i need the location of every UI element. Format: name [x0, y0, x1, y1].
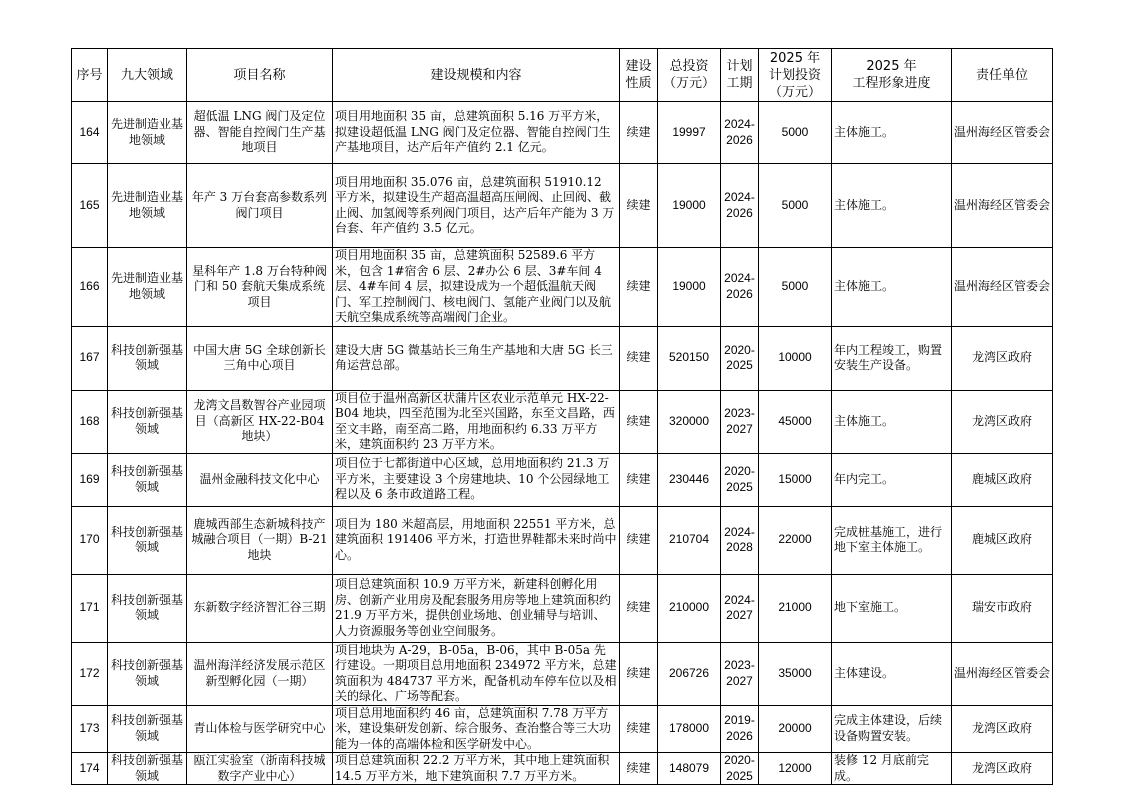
period-end: 2027 [726, 608, 753, 622]
progress-cell: 完成主体建设，后续设备购置安装。 [832, 705, 952, 753]
total-investment-cell: 210000 [658, 574, 721, 642]
progress-cell: 年内完工。 [832, 453, 952, 506]
table-row [72, 574, 1053, 642]
plan-investment-cell: 5000 [759, 164, 832, 248]
total-investment-cell: 230446 [658, 453, 721, 506]
header-scale: 建设规模和内容 [333, 49, 620, 102]
field-cell: 科技创新强基领域 [108, 642, 187, 705]
period-cell [721, 102, 759, 164]
period-cell [721, 326, 759, 390]
field-cell: 科技创新强基领域 [108, 506, 187, 574]
table-row [72, 102, 1053, 164]
nature-cell: 续建 [620, 574, 658, 642]
unit-cell: 温州海经区管委会 [952, 642, 1053, 705]
plan-investment-cell: 45000 [759, 390, 832, 453]
unit-cell: 温州海经区管委会 [952, 102, 1053, 164]
period-start: 2023- [724, 406, 755, 420]
progress-cell: 主体施工。 [832, 164, 952, 248]
period-end: 2026 [726, 728, 753, 743]
unit-cell: 鹿城区政府 [952, 506, 1053, 574]
table-row [72, 390, 1053, 453]
period-cell [721, 248, 759, 327]
plan-investment-cell: 15000 [759, 453, 832, 506]
period-end: 2025 [726, 768, 753, 783]
project-name-cell: 龙湾文昌数智谷产业园项目（高新区 HX-22-B04 地块） [187, 390, 333, 453]
scale-content-cell: 项目总建筑面积 10.9 万平方米，新建科创孵化用房、创新产业用房及配套服务用房等地上建筑面积约 21.9 万平方米，提供创业场地、创业辅导与培训、人力资源服务等创业空间服务。 [333, 574, 620, 642]
period-start: 2024- [724, 271, 755, 286]
header-plan-line3: （万元） [768, 84, 821, 100]
unit-cell: 瑞安市政府 [952, 574, 1053, 642]
header-progress-line1: 2025 年 [866, 59, 917, 74]
table-row [72, 642, 1053, 705]
period-end: 2026 [726, 205, 753, 220]
plan-investment-cell: 22000 [759, 506, 832, 574]
nature-cell: 续建 [620, 248, 658, 327]
unit-cell: 龙湾区政府 [952, 326, 1053, 390]
plan-investment-cell: 35000 [759, 642, 832, 705]
header-period [721, 49, 759, 102]
total-investment-cell: 210704 [658, 506, 721, 574]
period-start: 2020- [724, 464, 755, 478]
seq-cell: 168 [72, 390, 108, 453]
nature-cell: 续建 [620, 326, 658, 390]
period-start: 2024- [724, 524, 755, 539]
scale-content-cell: 建设大唐 5G 微基站长三角生产基地和大唐 5G 长三角运营总部。 [333, 326, 620, 390]
nature-cell: 续建 [620, 102, 658, 164]
scale-content-cell: 项目总建筑面积 22.2 万平方米，其中地上建筑面积 14.5 万平方米，地下建筑面积 7.7 万平方米。 [333, 753, 620, 785]
plan-investment-cell: 5000 [759, 248, 832, 327]
period-cell [721, 390, 759, 453]
field-cell: 科技创新强基领域 [108, 574, 187, 642]
scale-content-cell: 项目用地面积 35 亩，总建筑面积 5.16 万平方米，拟建设超低温 LNG 阀门及定位器、智能自控阀门生产基地项目，达产后年产值约 2.1 亿元。 [333, 102, 620, 164]
plan-investment-cell: 5000 [759, 102, 832, 164]
unit-cell: 龙湾区政府 [952, 753, 1053, 785]
progress-cell: 地下室施工。 [832, 574, 952, 642]
nature-cell: 续建 [620, 642, 658, 705]
seq-cell: 174 [72, 753, 108, 785]
header-progress [832, 49, 952, 102]
period-end: 2027 [726, 673, 753, 688]
table-row [72, 326, 1053, 390]
header-nature-line2: 性质 [625, 76, 652, 91]
project-name-cell: 青山体检与医学研究中心 [187, 705, 333, 753]
unit-cell: 龙湾区政府 [952, 390, 1053, 453]
project-table [71, 48, 1053, 785]
progress-cell: 完成桩基施工，进行地下室主体施工。 [832, 506, 952, 574]
table-row [72, 164, 1053, 248]
field-cell: 科技创新强基领域 [108, 390, 187, 453]
project-name-cell: 瓯江实验室（浙南科技城数字产业中心） [187, 753, 333, 785]
header-plan-investment [759, 49, 832, 102]
total-investment-cell: 19000 [658, 248, 721, 327]
header-plan-line1: 2025 年 [769, 50, 821, 66]
header-nature-line1: 建设 [625, 59, 652, 74]
project-name-cell: 超低温 LNG 阀门及定位器、智能自控阀门生产基地项目 [187, 102, 333, 164]
project-name-cell: 东新数字经济智汇谷三期 [187, 574, 333, 642]
period-start: 2024- [724, 117, 755, 131]
period-start: 2024- [724, 592, 755, 607]
period-end: 2026 [726, 286, 753, 301]
progress-cell: 主体施工。 [832, 102, 952, 164]
progress-cell: 年内工程竣工，购置安装生产设备。 [832, 326, 952, 390]
plan-investment-cell: 20000 [759, 705, 832, 753]
unit-cell: 温州海经区管委会 [952, 248, 1053, 327]
period-end: 2025 [726, 479, 753, 494]
period-cell [721, 574, 759, 642]
field-cell: 科技创新强基领域 [108, 753, 187, 785]
unit-cell: 龙湾区政府 [952, 705, 1053, 753]
period-cell [721, 642, 759, 705]
period-start: 2019- [724, 713, 755, 728]
seq-cell: 173 [72, 705, 108, 753]
header-field: 九大领域 [108, 49, 187, 102]
table-row [72, 248, 1053, 327]
header-name: 项目名称 [187, 49, 333, 102]
header-total-line1: 总投资 [669, 59, 709, 74]
table-body [72, 102, 1053, 785]
project-name-cell: 温州金融科技文化中心 [187, 453, 333, 506]
nature-cell: 续建 [620, 164, 658, 248]
scale-content-cell: 项目用地面积 35 亩，总建筑面积 52589.6 平方米，包含 1#宿舍 6 层、2#办公 6 层、3#车间 4 层、4#车间 4 层，拟建设成为一个超低温航天阀门、军工控制阀门、核电阀门、氢能产业阀门以及航天航空集成系统等高端阀门企业。 [333, 248, 620, 327]
field-cell: 先进制造业基地领域 [108, 164, 187, 248]
period-start: 2020- [724, 342, 755, 357]
period-cell [721, 705, 759, 753]
plan-investment-cell: 21000 [759, 574, 832, 642]
header-total-investment [658, 49, 721, 102]
total-investment-cell: 19000 [658, 164, 721, 248]
period-cell [721, 164, 759, 248]
nature-cell: 续建 [620, 453, 658, 506]
period-cell [721, 453, 759, 506]
seq-cell: 169 [72, 453, 108, 506]
plan-investment-cell: 10000 [759, 326, 832, 390]
field-cell: 科技创新强基领域 [108, 705, 187, 753]
nature-cell: 续建 [620, 705, 658, 753]
total-investment-cell: 178000 [658, 705, 721, 753]
seq-cell: 164 [72, 102, 108, 164]
table-row [72, 705, 1053, 753]
nature-cell: 续建 [620, 390, 658, 453]
header-nature [620, 49, 658, 102]
seq-cell: 170 [72, 506, 108, 574]
header-plan-line2: 计划投资 [768, 67, 821, 83]
total-investment-cell: 320000 [658, 390, 721, 453]
project-name-cell: 中国大唐 5G 全球创新长三角中心项目 [187, 326, 333, 390]
period-cell [721, 506, 759, 574]
period-start: 2024- [724, 190, 755, 204]
total-investment-cell: 520150 [658, 326, 721, 390]
seq-cell: 171 [72, 574, 108, 642]
nature-cell: 续建 [620, 506, 658, 574]
progress-cell: 主体施工。 [832, 390, 952, 453]
seq-cell: 165 [72, 164, 108, 248]
header-unit: 责任单位 [952, 49, 1053, 102]
period-start: 2023- [724, 658, 755, 672]
project-name-cell: 星科年产 1.8 万台特种阀门和 50 套航天集成系统项目 [187, 248, 333, 327]
field-cell: 先进制造业基地领域 [108, 102, 187, 164]
table-header-row [72, 49, 1053, 102]
period-end: 2025 [726, 358, 753, 372]
scale-content-cell: 项目为 180 米超高层，用地面积 22551 平方米，总建筑面积 191406 平方米，打造世界鞋都未来时尚中心。 [333, 506, 620, 574]
scale-content-cell: 项目位于七都街道中心区域，总用地面积约 21.3 万平方米，主要建设 3 个房建地块、10 个公园绿地工程以及 6 条市政道路工程。 [333, 453, 620, 506]
header-progress-line2: 工程形象进度 [852, 76, 931, 91]
unit-cell: 鹿城区政府 [952, 453, 1053, 506]
scale-content-cell: 项目地块为 A-29，B-05a，B-06，其中 B-05a 先行建设。一期项目总用地面积 234972 平方米，总建筑面积为 484737 平方米，配备机动车停车位以及相关的绿化、广场等配套。 [333, 642, 620, 705]
total-investment-cell: 19997 [658, 102, 721, 164]
period-end: 2027 [726, 421, 753, 436]
header-period-line1: 计划 [726, 59, 753, 74]
total-investment-cell: 148079 [658, 753, 721, 785]
scale-content-cell: 项目总用地面积约 46 亩，总建筑面积 7.78 万平方米，建设集研发创新、综合服务、查治整合等三大功能为一体的高端体检和医学研发中心。 [333, 705, 620, 753]
period-cell [721, 753, 759, 785]
header-seq: 序号 [72, 49, 108, 102]
period-end: 2028 [726, 540, 753, 554]
unit-cell: 温州海经区管委会 [952, 164, 1053, 248]
scale-content-cell: 项目位于温州高新区状蒲片区农业示范单元 HX-22-B04 地块，四至范围为北至兴国路，东至文昌路，西至文丰路，南至高二路，用地面积约 6.33 万平方米，建筑面积约 23 万平方米。 [333, 390, 620, 453]
total-investment-cell: 206726 [658, 642, 721, 705]
period-end: 2026 [726, 132, 753, 147]
progress-cell: 主体施工。 [832, 248, 952, 327]
field-cell: 科技创新强基领域 [108, 326, 187, 390]
progress-cell: 装修 12 月底前完成。 [832, 753, 952, 785]
project-name-cell: 鹿城西部生态新城科技产城融合项目（一期）B-21 地块 [187, 506, 333, 574]
table-row [72, 453, 1053, 506]
header-period-line2: 工期 [726, 76, 753, 91]
field-cell: 科技创新强基领域 [108, 453, 187, 506]
progress-cell: 主体建设。 [832, 642, 952, 705]
project-name-cell: 温州海洋经济发展示范区新型孵化园（一期） [187, 642, 333, 705]
table-row [72, 753, 1053, 785]
project-name-cell: 年产 3 万台套高参数系列阀门项目 [187, 164, 333, 248]
nature-cell: 续建 [620, 753, 658, 785]
seq-cell: 172 [72, 642, 108, 705]
seq-cell: 166 [72, 248, 108, 327]
header-total-line2: （万元） [662, 76, 715, 91]
seq-cell: 167 [72, 326, 108, 390]
plan-investment-cell: 12000 [759, 753, 832, 785]
field-cell: 先进制造业基地领域 [108, 248, 187, 327]
period-start: 2020- [724, 753, 755, 767]
scale-content-cell: 项目用地面积 35.076 亩，总建筑面积 51910.12 平方米，拟建设生产超高温超高压闸阀、止回阀、截止阀、加氢阀等系列阀门项目，达产后年产能为 3 万台套、年产值约 3.5 亿元。 [333, 164, 620, 248]
table-row [72, 506, 1053, 574]
